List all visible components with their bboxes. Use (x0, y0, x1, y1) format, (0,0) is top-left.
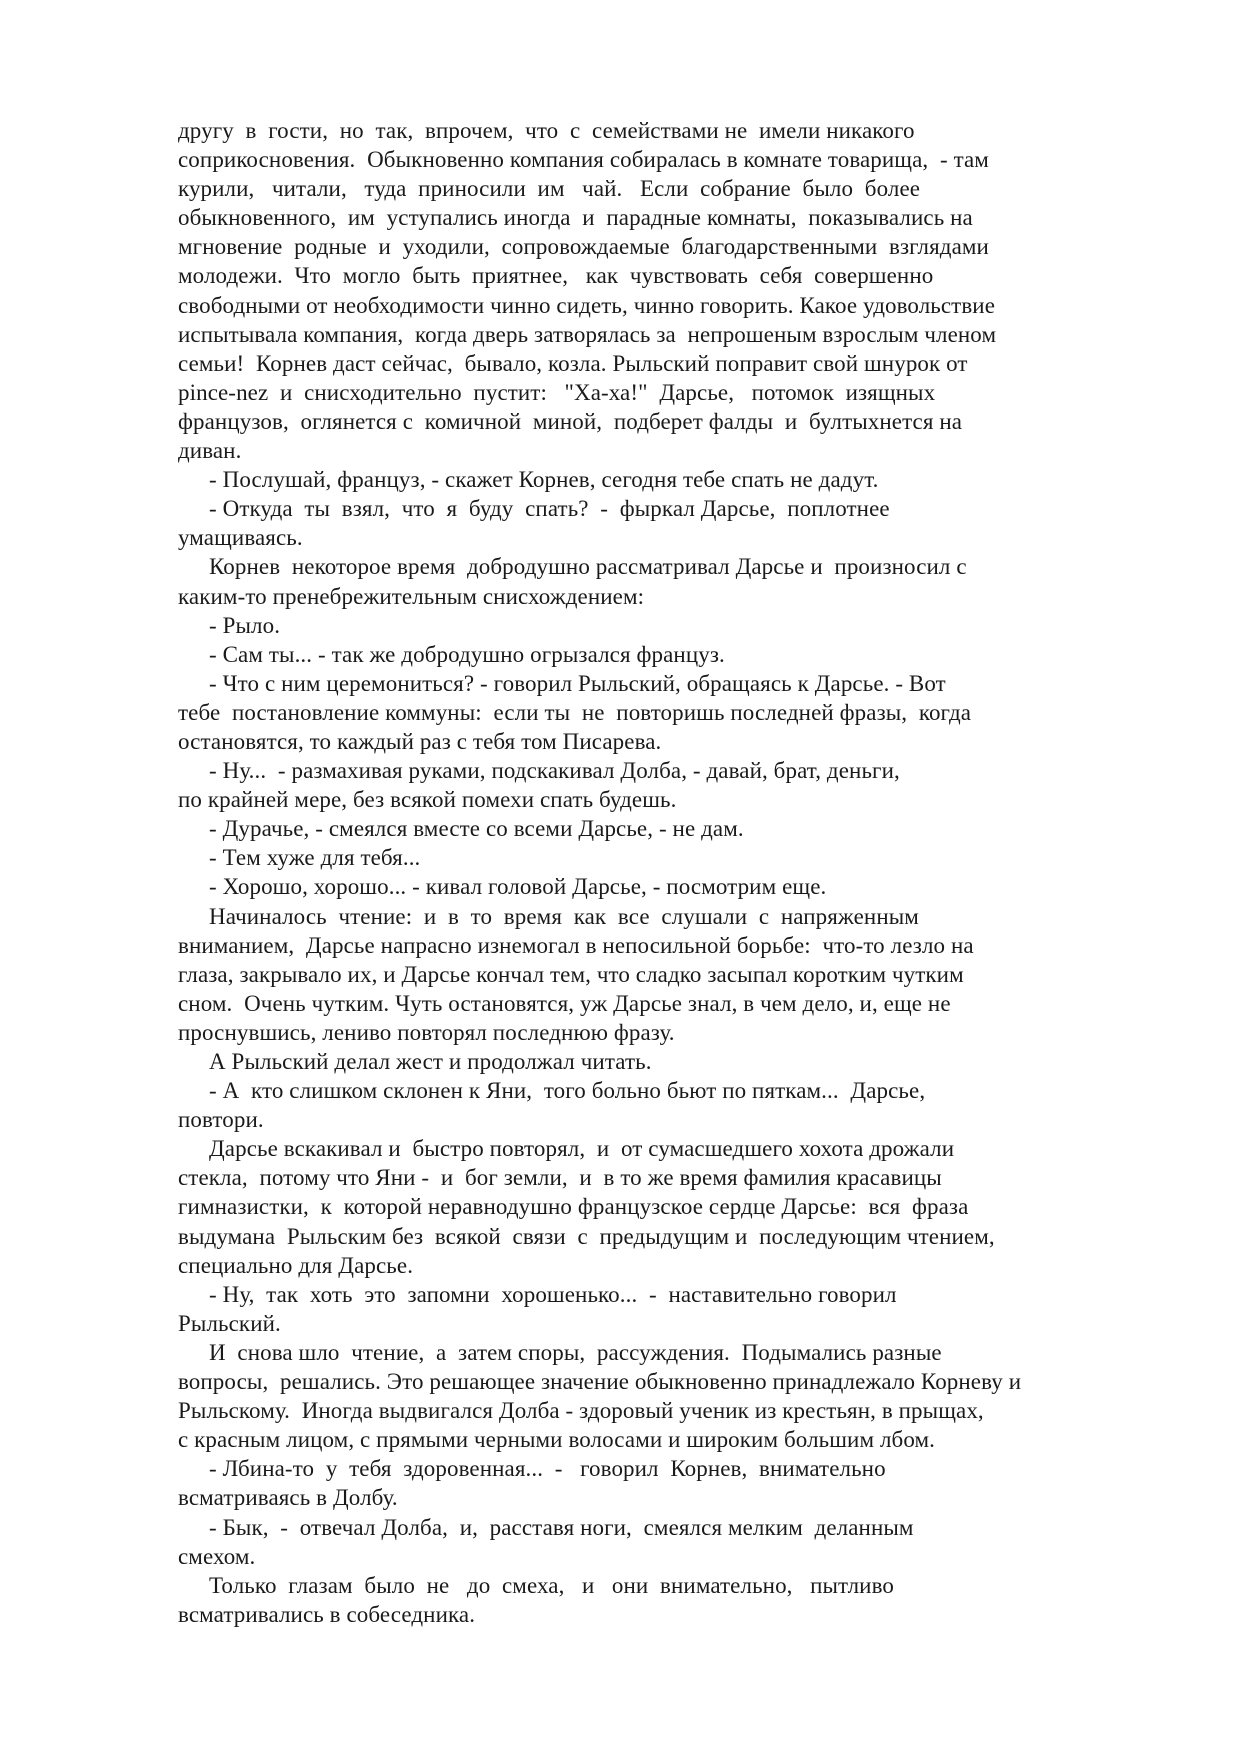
text-line: с красным лицом, с прямыми черными волосами и широким большим лбом. (178, 1427, 936, 1453)
text-line: стекла, потому что Яни - и бог земли, и в то же время фамилия красавицы (178, 1165, 942, 1191)
text-line: умащиваясь. (178, 525, 303, 551)
text-line: французов, оглянется с комичной миной, подберет фалды и бултыхнется на (178, 408, 963, 434)
text-line: - Послушай, француз, - скажет Корнев, сегодня тебе спать не дадут. (209, 467, 879, 493)
text-line: - Бык, - отвечал Долба, и, расставя ноги, смеялся мелким деланным (209, 1514, 914, 1540)
text-line: другу в гости, но так, впрочем, что с семействами не имели никакого (178, 118, 915, 143)
text-line: проснувшись, лениво повторял последнюю фразу. (178, 1019, 675, 1045)
text-line: по крайней мере, без всякой помехи спать будешь. (178, 787, 677, 813)
text-line: pince-nez и снисходительно пустит: "Ха-ха!" Дарсье, потомок изящных (178, 379, 936, 405)
text-line: семьи! Корнев даст сейчас, бывало, козла. Рыльский поправит свой шнурок от (178, 350, 968, 376)
text-line: - Тем хуже для тебя... (209, 845, 421, 871)
text-line: мгновение родные и уходили, сопровождаемые благодарственными взглядами (178, 234, 989, 260)
text-line: выдумана Рыльским без всякой связи с предыдущим и последующим чтением, (178, 1223, 995, 1249)
text-line: Дарсье вскакивал и быстро повторял, и от сумасшедшего хохота дрожали (209, 1136, 955, 1162)
text-line: испытывала компания, когда дверь затворялась за непрошеным взрослым членом (178, 321, 997, 347)
text-line: Рыльскому. Иногда выдвигался Долба - здоровый ученик из крестьян, в прыщах, (178, 1398, 984, 1424)
text-line: вниманием, Дарсье напрасно изнемогал в непосильной борьбе: что-то лезло на (178, 932, 974, 958)
text-line: - Хорошо, хорошо... - кивал головой Дарсье, - посмотрим еще. (209, 874, 827, 900)
text-line: всматриваясь в Долбу. (178, 1485, 398, 1511)
text-line: - Дурачье, - смеялся вместе со всеми Дарсье, - не дам. (209, 816, 744, 842)
text-line: остановятся, то каждый раз с тебя том Писарева. (178, 728, 662, 754)
text-line: всматривались в собеседника. (178, 1601, 476, 1627)
text-line: - Рыло. (209, 612, 281, 638)
text-line: Корнев некоторое время добродушно рассматривал Дарсье и произносил с (209, 554, 967, 580)
text-line: свободными от необходимости чинно сидеть, чинно говорить. Какое удовольствие (178, 292, 996, 318)
text-line: гимназистки, к которой неравнодушно французское сердце Дарсье: вся фраза (178, 1194, 969, 1220)
text-line: глаза, закрывало их, и Дарсье кончал тем, что сладко засыпал коротким чутким (178, 961, 964, 987)
text-line: Рыльский. (178, 1310, 281, 1336)
text-line: каким-то пренебрежительным снисхождением: (178, 583, 645, 609)
text-line: Только глазам было не до смеха, и они внимательно, пытливо (209, 1572, 894, 1598)
text-line: А Рыльский делал жест и продолжал читать. (209, 1049, 652, 1074)
text-line: - Ну... - размахивая руками, подскакивал Долба, - давай, брат, деньги, (209, 758, 900, 784)
text-line: сном. Очень чутким. Чуть остановятся, уж Дарсье знал, в чем дело, и, еще не (178, 990, 951, 1016)
text-line: - Лбина-то у тебя здоровенная... - говорил Корнев, внимательно (209, 1456, 886, 1482)
text-line: повтори. (178, 1107, 264, 1133)
text-line: тебе постановление коммуны: если ты не повторишь последней фразы, когда (178, 699, 972, 725)
text-line: специально для Дарсье. (178, 1252, 414, 1278)
text-line: - Откуда ты взял, что я буду спать? - фыркал Дарсье, поплотнее (209, 496, 890, 522)
text-line: соприкосновения. Обыкновенно компания собиралась в комнате товарища, - там (178, 147, 989, 173)
text-line: - А кто слишком склонен к Яни, того больно бьют по пяткам... Дарсье, (209, 1078, 926, 1104)
text-line: курили, читали, туда приносили им чай. Если собрание было более (178, 176, 921, 202)
text-line: вопросы, решались. Это решающее значение обыкновенно принадлежало Корневу и (178, 1369, 1022, 1395)
text-line: - Ну, так хоть это запомни хорошенько... - наставительно говорил (209, 1281, 897, 1307)
text-line: Начиналось чтение: и в то время как все слушали с напряженным (209, 903, 919, 929)
text-line: молодежи. Что могло быть приятнее, как чувствовать себя совершенно (178, 263, 934, 289)
text-line: смехом. (178, 1543, 256, 1569)
text-line: обыкновенного, им уступались иногда и парадные комнаты, показывались на (178, 205, 973, 231)
document-body (178, 116, 1098, 1629)
text-line: - Что с ним церемониться? - говорил Рыльский, обращаясь к Дарсье. - Вот (209, 670, 946, 696)
text-line: И снова шло чтение, а затем споры, рассуждения. Подымались разные (209, 1339, 942, 1365)
text-line: диван. (178, 438, 242, 464)
text-line: - Сам ты... - так же добродушно огрызался француз. (209, 641, 725, 667)
